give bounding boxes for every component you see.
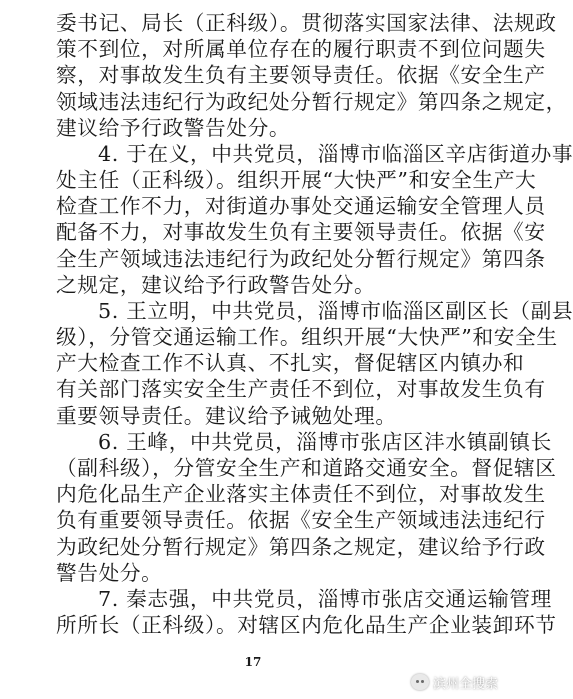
text-line: 为政纪处分暂行规定》第四条之规定，建议给予行政: [56, 534, 546, 559]
text-line: 察，对事故发生负有主要领导责任。依据《安全生产: [56, 63, 546, 88]
text-line: 全生产领域违法违纪行为政纪处分暂行规定》第四条: [56, 246, 546, 271]
text-line: （副科级），分管安全生产和道路交通安全。督促辖区: [56, 456, 557, 480]
text-line: 所所长（正科级）。对辖区内危化品生产企业装卸环节: [56, 613, 557, 637]
text-line: 4. 于在义，中共党员，淄博市临淄区辛店街道办事: [98, 141, 573, 166]
text-line: 6. 王峰，中共党员，淄博市张店区沣水镇副镇长: [98, 429, 552, 454]
text-line: 7. 秦志强，中共党员，淄博市张店交通运输管理: [98, 586, 552, 611]
text-line: 委书记、局长（正科级）。贯彻落实国家法律、法规政: [56, 11, 557, 35]
watermark: [411, 671, 498, 693]
watermark-text: 滨州全搜索: [432, 676, 498, 692]
text-line: 内危化品生产企业落实主体责任不到位，对事故发生: [56, 482, 546, 507]
text-line: 级），分管交通运输工作。组织开展“大快严”和安全生: [56, 325, 558, 350]
text-line: 警告处分。: [56, 560, 163, 585]
text-line: 领域违法违纪行为政纪处分暂行规定》第四条之规定，: [56, 89, 567, 114]
text-line: 负有重要领导责任。依据《安全生产领域违法违纪行: [56, 508, 546, 533]
text-line: 重要领导责任。建议给予诫勉处理。: [56, 403, 397, 428]
text-line: 有关部门落实安全生产责任不到位，对事故发生负有: [56, 377, 546, 402]
text-line: 之规定，建议给予行政警告处分。: [56, 272, 376, 297]
text-line: 检查工作不力，对街道办事处交通运输安全管理人员: [56, 194, 546, 219]
wechat-icon: [411, 674, 429, 690]
text-line: 策不到位，对所属单位存在的履行职责不到位问题失: [56, 37, 546, 62]
text-line: 处主任（正科级）。组织开展“大快严”和安全生产大: [56, 168, 537, 192]
text-line: 5. 王立明，中共党员，淄博市临淄区副区长（副县: [98, 298, 573, 323]
page-number: 17: [244, 655, 262, 669]
text-line: 建议给予行政警告处分。: [56, 115, 291, 140]
text-line: 产大检查工作不认真、不扎实，督促辖区内镇办和: [56, 351, 525, 376]
text-line: 配备不力，对事故发生负有主要领导责任。依据《安: [56, 220, 546, 245]
